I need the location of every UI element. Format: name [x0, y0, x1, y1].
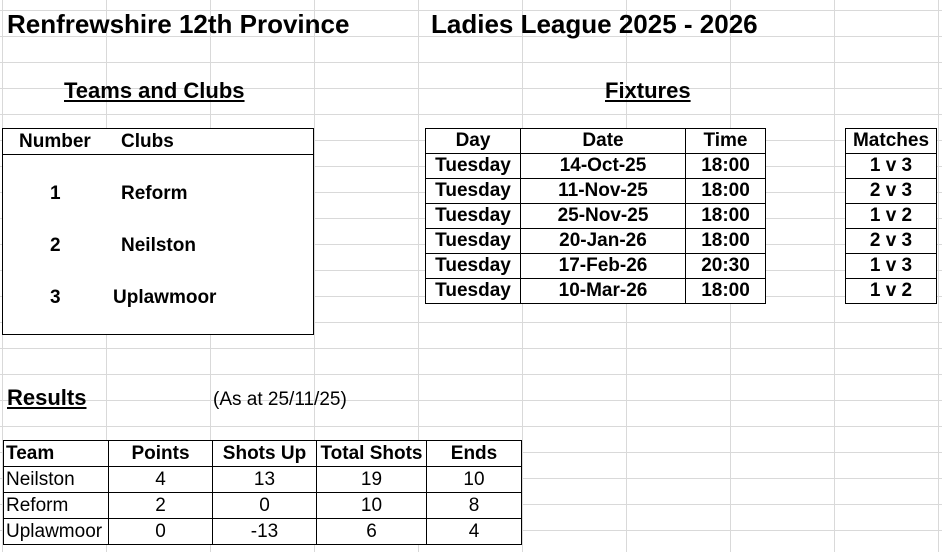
column-header-team: Team: [4, 441, 109, 467]
fixture-time: 20:30: [686, 254, 766, 279]
teams-clubs-box: [2, 128, 314, 335]
match-row: [846, 254, 937, 279]
result-shots-up: -13: [213, 519, 317, 545]
result-points: 0: [109, 519, 213, 545]
fixture-day: Tuesday: [426, 279, 521, 304]
fixture-row: [426, 204, 766, 229]
match-pairing: 2 v 3: [846, 229, 937, 254]
fixture-date: 11-Nov-25: [521, 179, 686, 204]
fixture-row: [426, 154, 766, 179]
fixture-time: 18:00: [686, 229, 766, 254]
club-number: 2: [50, 235, 61, 256]
result-ends: 8: [427, 493, 522, 519]
league-province-title: Renfrewshire 12th Province: [7, 9, 350, 39]
club-name: Neilston: [121, 235, 196, 256]
results-row: [4, 467, 522, 493]
result-points: 2: [109, 493, 213, 519]
result-shots-up: 13: [213, 467, 317, 493]
result-total-shots: 19: [317, 467, 427, 493]
result-team: Reform: [4, 493, 109, 519]
result-ends: 4: [427, 519, 522, 545]
fixture-day: Tuesday: [426, 179, 521, 204]
fixture-time: 18:00: [686, 154, 766, 179]
fixture-day: Tuesday: [426, 204, 521, 229]
match-row: [846, 179, 937, 204]
fixture-time: 18:00: [686, 179, 766, 204]
match-pairing: 1 v 3: [846, 154, 937, 179]
fixture-row: [426, 229, 766, 254]
club-number: 1: [50, 183, 61, 204]
result-total-shots: 6: [317, 519, 427, 545]
column-header-shots-up: Shots Up: [213, 441, 317, 467]
fixture-time: 18:00: [686, 279, 766, 304]
results-heading: Results: [7, 385, 87, 410]
fixture-row: [426, 179, 766, 204]
result-team: Uplawmoor: [4, 519, 109, 545]
result-ends: 10: [427, 467, 522, 493]
fixture-day: Tuesday: [426, 229, 521, 254]
fixtures-header-row: [426, 129, 766, 154]
match-pairing: 1 v 2: [846, 204, 937, 229]
league-season-title: Ladies League 2025 - 2026: [431, 9, 758, 39]
fixture-row: [426, 279, 766, 304]
column-header-number: Number: [19, 131, 91, 152]
match-pairing: 2 v 3: [846, 179, 937, 204]
match-row: [846, 229, 937, 254]
column-header-points: Points: [109, 441, 213, 467]
match-row: [846, 204, 937, 229]
column-header-total-shots: Total Shots: [317, 441, 427, 467]
result-points: 4: [109, 467, 213, 493]
fixture-time: 18:00: [686, 204, 766, 229]
fixture-row: [426, 254, 766, 279]
club-name: Reform: [121, 183, 188, 204]
club-name: Uplawmoor: [113, 287, 217, 308]
column-header-ends: Ends: [427, 441, 522, 467]
result-team: Neilston: [4, 467, 109, 493]
club-number: 3: [50, 287, 61, 308]
result-total-shots: 10: [317, 493, 427, 519]
fixtures-table: [425, 128, 766, 304]
column-header-clubs: Clubs: [121, 131, 174, 152]
fixture-date: 17-Feb-26: [521, 254, 686, 279]
results-table: [3, 440, 522, 545]
results-header-row: [4, 441, 522, 467]
results-as-at-date: (As at 25/11/25): [213, 389, 347, 410]
fixture-date: 25-Nov-25: [521, 204, 686, 229]
result-shots-up: 0: [213, 493, 317, 519]
matches-header-row: [846, 129, 937, 154]
matches-table: [845, 128, 937, 304]
match-row: [846, 279, 937, 304]
fixture-day: Tuesday: [426, 254, 521, 279]
teams-clubs-heading: Teams and Clubs: [64, 78, 245, 103]
results-row: [4, 519, 522, 545]
column-header-day: Day: [426, 129, 521, 154]
match-pairing: 1 v 2: [846, 279, 937, 304]
fixture-date: 10-Mar-26: [521, 279, 686, 304]
fixture-date: 20-Jan-26: [521, 229, 686, 254]
column-header-time: Time: [686, 129, 766, 154]
fixtures-heading: Fixtures: [605, 78, 691, 103]
results-row: [4, 493, 522, 519]
match-pairing: 1 v 3: [846, 254, 937, 279]
fixture-day: Tuesday: [426, 154, 521, 179]
fixture-date: 14-Oct-25: [521, 154, 686, 179]
column-header-matches: Matches: [846, 129, 937, 154]
clubs-header-divider: [3, 154, 313, 155]
column-header-date: Date: [521, 129, 686, 154]
match-row: [846, 154, 937, 179]
